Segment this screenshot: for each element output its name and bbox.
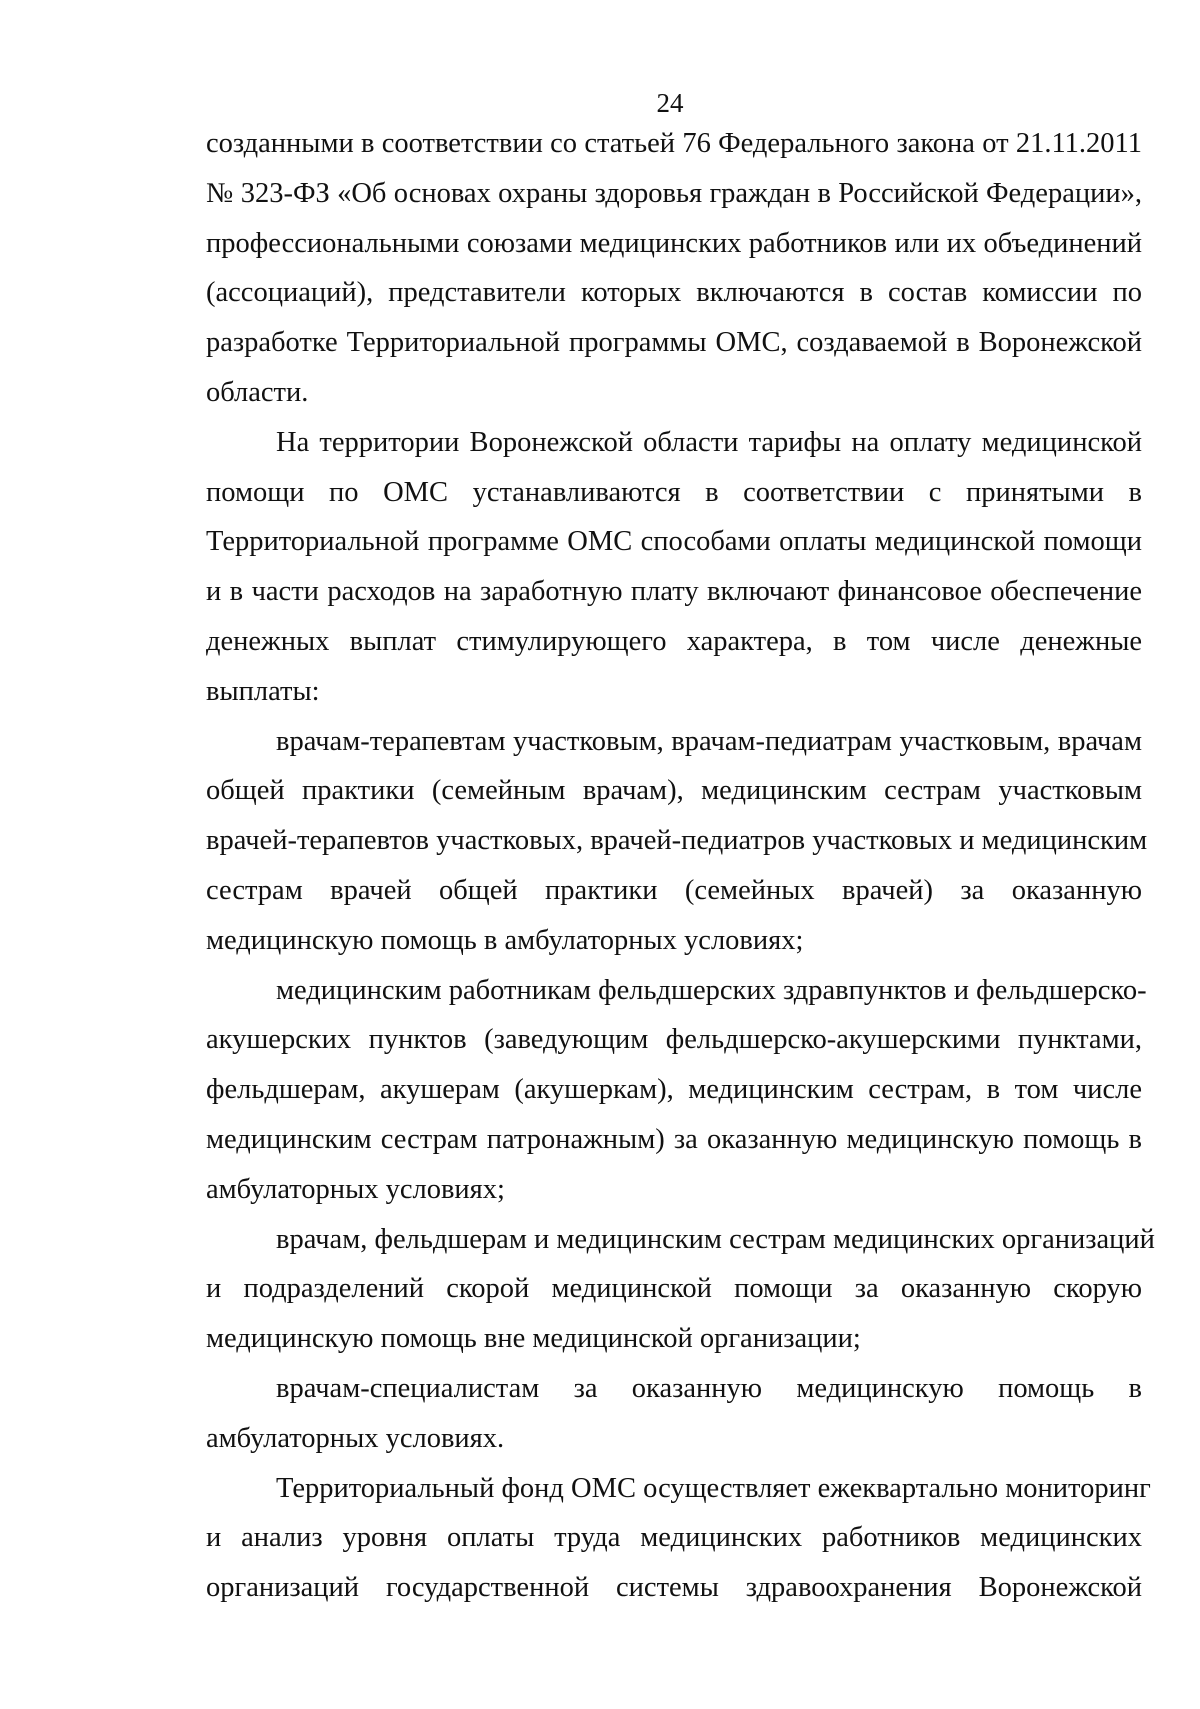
text-line: и в части расходов на заработную плату включают финансовое обеспечение [206, 576, 1142, 608]
text-line: сестрам врачей общей практики (семейных врачей) за оказанную [206, 874, 1142, 906]
text-line: области. [206, 376, 309, 408]
text-line: Территориальной программе ОМС способами оплаты медицинской помощи [206, 526, 1142, 558]
text-line: медицинскую помощь в амбулаторных условиях; [206, 924, 804, 956]
text-line: профессиональными союзами медицинских работников или их объединений [206, 227, 1142, 259]
text-line: и подразделений скорой медицинской помощи за оказанную скорую [206, 1273, 1142, 1305]
text-line: общей практики (семейным врачам), медицинским сестрам участковым [206, 775, 1142, 807]
text-line: помощи по ОМС устанавливаются в соответствии с принятыми в [206, 476, 1142, 508]
text-line: медицинским сестрам патронажным) за оказанную медицинскую помощь в [206, 1123, 1142, 1155]
text-line: врачам, фельдшерам и медицинским сестрам медицинских организаций [276, 1223, 1155, 1255]
text-line: акушерских пунктов (заведующим фельдшерско-акушерскими пунктами, [206, 1024, 1142, 1056]
text-line: (ассоциаций), представители которых включаются в состав комиссии по [206, 277, 1142, 309]
text-line: фельдшерам, акушерам (акушеркам), медицинским сестрам, в том числе [206, 1074, 1142, 1106]
text-line: Территориальный фонд ОМС осуществляет ежеквартально мониторинг [276, 1472, 1151, 1504]
text-line: На территории Воронежской области тарифы на оплату медицинской [276, 426, 1142, 458]
text-line: амбулаторных условиях; [206, 1173, 505, 1205]
text-line: разработке Территориальной программы ОМС, создаваемой в Воронежской [206, 327, 1142, 359]
text-line: врачам-специалистам за оказанную медицинскую помощь в [276, 1372, 1142, 1404]
page-number: 24 [656, 88, 684, 118]
text-line: медицинским работникам фельдшерских здравпунктов и фельдшерско- [276, 974, 1147, 1006]
text-line: врачам-терапевтам участковым, врачам-педиатрам участковым, врачам [276, 725, 1142, 757]
document-body [206, 119, 1155, 1613]
text-line: и анализ уровня оплаты труда медицинских работников медицинских [206, 1522, 1142, 1554]
text-line: выплаты: [206, 675, 320, 707]
text-line: № 323-ФЗ «Об основах охраны здоровья граждан в Российской Федерации», [206, 177, 1142, 209]
text-line: амбулаторных условиях. [206, 1422, 505, 1454]
text-line: денежных выплат стимулирующего характера, в том числе денежные [206, 625, 1142, 657]
text-line: медицинскую помощь вне медицинской организации; [206, 1323, 861, 1355]
text-line: созданными в соответствии со статьей 76 Федерального закона от 21.11.2011 [206, 128, 1142, 159]
text-line: организаций государственной системы здравоохранения Воронежской [206, 1572, 1142, 1604]
text-line: врачей-терапевтов участковых, врачей-педиатров участковых и медицинским [206, 825, 1148, 857]
